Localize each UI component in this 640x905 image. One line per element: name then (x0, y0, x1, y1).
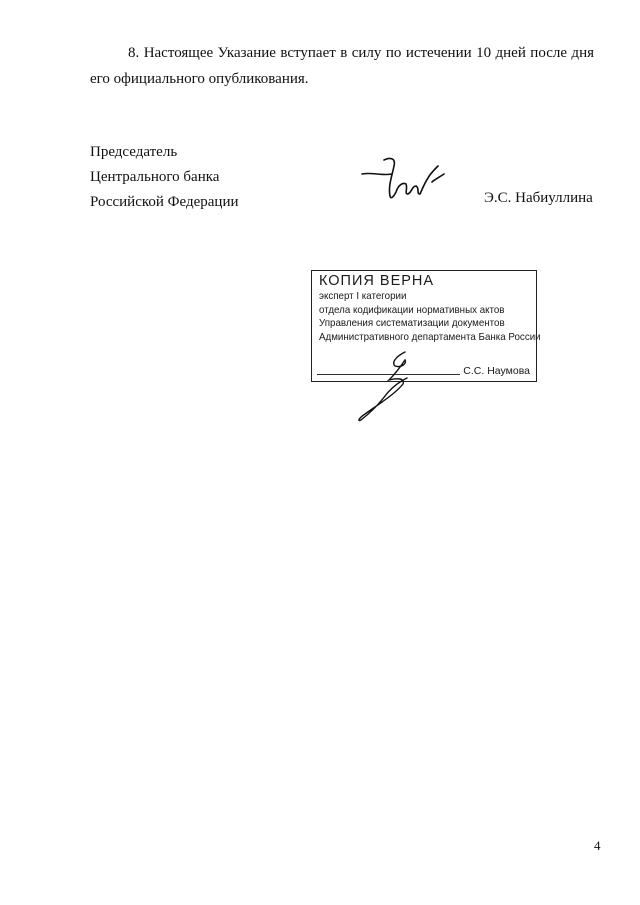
stamp-title: КОПИЯ ВЕРНА (319, 273, 435, 289)
page-number: 4 (594, 838, 601, 853)
stamp-signer-name: С.С. Наумова (463, 365, 530, 377)
stamp-signature-icon (345, 348, 435, 428)
paragraph-text: 8. Настоящее Указание вступает в силу по истечении 10 дней после дня его официального опубликования. (90, 45, 594, 87)
stamp-line: отдела кодификации нормативных актов (319, 303, 505, 316)
signatory-title-line: Председатель (90, 144, 178, 160)
stamp-line: Управления систематизации документов (319, 317, 505, 329)
signatory-title-line: Российской Федерации (90, 194, 239, 210)
stamp-line: эксперт I категории (319, 290, 407, 302)
signatory-title (90, 140, 239, 215)
paragraph-8 (90, 40, 594, 92)
signatory-title-line: Центрального банка (90, 169, 220, 185)
chairman-signature-icon (360, 152, 460, 207)
signatory-name: Э.С. Набиуллина (484, 190, 593, 206)
stamp-line: Административного департамента Банка России (319, 330, 541, 343)
